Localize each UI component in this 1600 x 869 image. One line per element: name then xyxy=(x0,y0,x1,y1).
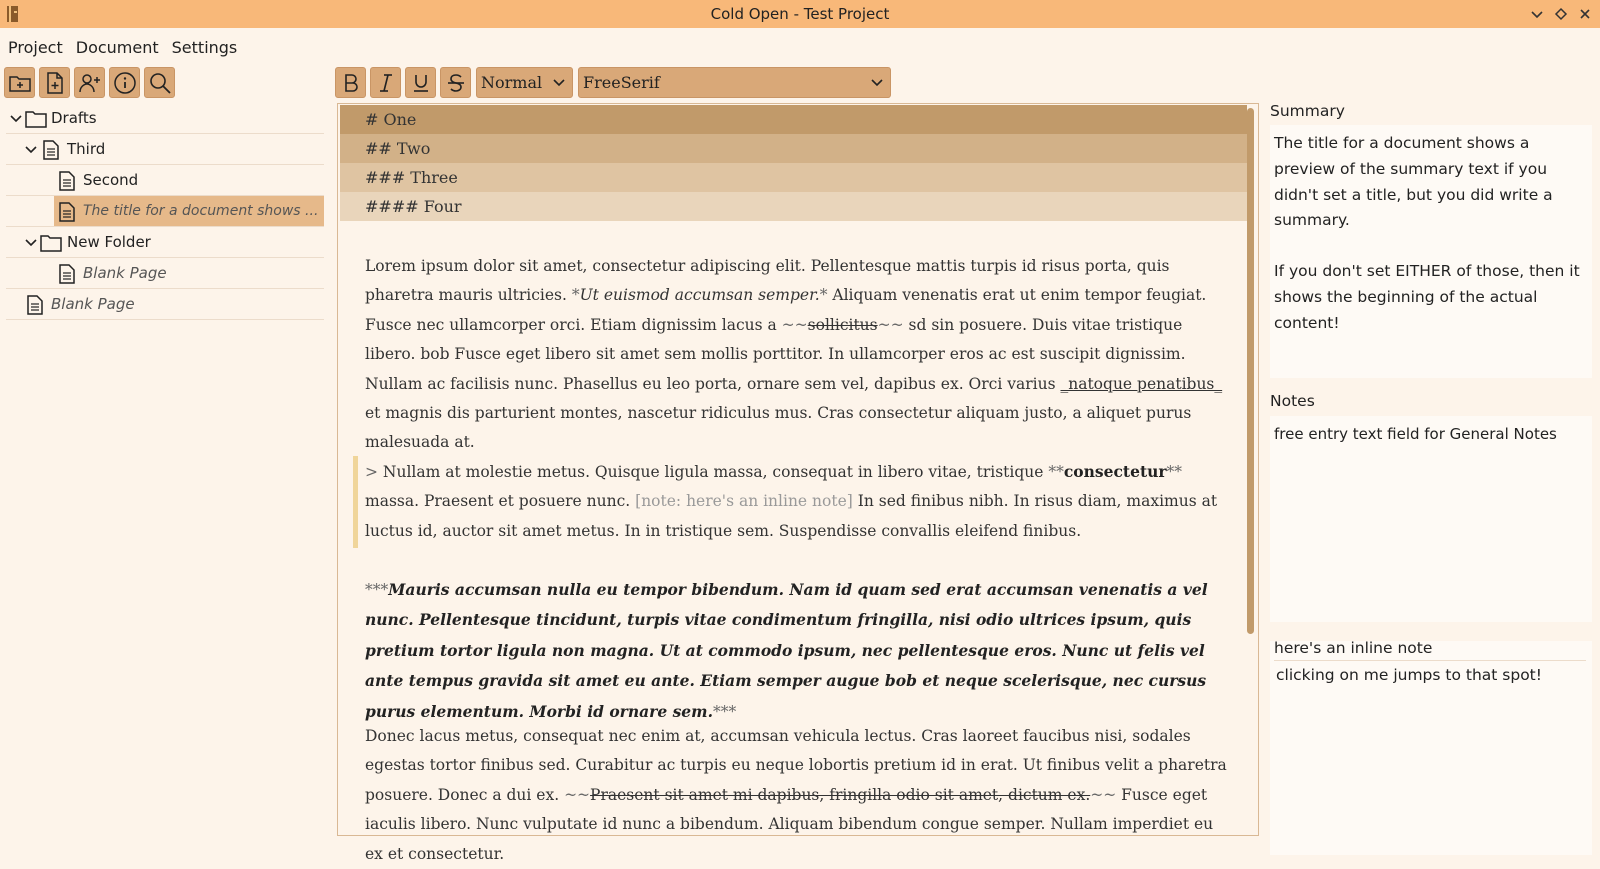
italic-button[interactable] xyxy=(370,67,401,98)
strike-mark: ~~ xyxy=(564,785,591,804)
summary-heading: Summary xyxy=(1270,102,1345,120)
text-span: Fusce eget iaculis libero. Nunc vulputate id nunc a bibendum. Aliquam bibendum congue semper. Nullam imperdiet eu ex et consectetur. xyxy=(365,785,1214,863)
summary-paragraph: The title for a document shows a preview of the summary text if you didn't set a title, but you did write a summary. xyxy=(1274,134,1553,230)
inline-note-item[interactable]: here's an inline note xyxy=(1274,635,1586,661)
document-icon xyxy=(58,202,76,222)
inline-note-item[interactable]: clicking on me jumps to that spot! xyxy=(1276,666,1542,684)
new-document-icon xyxy=(43,71,67,95)
strike-mark: ~~ xyxy=(877,315,904,334)
tree-item-label: Second xyxy=(83,171,139,189)
bold-italic-mark: *** xyxy=(365,581,389,599)
new-document-button[interactable] xyxy=(39,67,70,98)
quote-mark: > xyxy=(365,463,383,481)
search-button[interactable] xyxy=(144,67,175,98)
minimize-icon[interactable] xyxy=(1528,5,1546,23)
bold-icon xyxy=(340,72,362,94)
chevron-down-icon[interactable] xyxy=(23,142,39,158)
summary-paragraph: If you don't set EITHER of those, then it shows the beginning of the actual content! xyxy=(1274,262,1580,332)
tree-item-label: Third xyxy=(67,140,106,158)
text-span: sd sin posuere. Duis vitae tristique libero. bob Fusce eget libero sit amet sem mollis porttitor. In ullamcorper eros ac est suscipit dignissim. Nullam ac facilisis nunc. Phasellus eu leo porta, ornare sem vel, dapibus ex. Orci varius xyxy=(365,315,1186,393)
font-family-select[interactable] xyxy=(578,67,891,98)
text-span: et magnis dis parturient montes, nascetur ridiculus mus. Cras consectetur aliquam justo, a aliquet purus malesuada at. xyxy=(365,404,1192,452)
close-icon[interactable] xyxy=(1576,5,1594,23)
blockquote-bar xyxy=(353,456,358,548)
bold-text: consectetur xyxy=(1063,462,1167,481)
heading-4[interactable]: #### Four xyxy=(340,192,1247,221)
text-span: In sed finibus nibh. In risus diam, maximus at luctus id, auctor sit amet metus. In in tristique sem. Suspendisse convallis eleifend finibus. xyxy=(365,492,1218,540)
chevron-down-icon[interactable] xyxy=(8,111,24,127)
title-bar xyxy=(0,0,1600,28)
chevron-down-icon xyxy=(552,76,566,90)
menu-project[interactable]: Project xyxy=(8,37,63,57)
maximize-icon[interactable] xyxy=(1552,5,1570,23)
text-span: Lorem ipsum dolor sit amet, consectetur adipiscing elit. Pellentesque mattis turpis id risus porta, quis pharetra mauris ultricies. xyxy=(365,257,1170,305)
tree-item-third[interactable] xyxy=(6,134,324,165)
window-controls xyxy=(1528,0,1594,28)
underlined-text: _natoque penatibus_ xyxy=(1060,374,1223,393)
folder-icon xyxy=(25,109,47,129)
window-title: Cold Open - Test Project xyxy=(710,5,890,23)
new-folder-icon xyxy=(8,71,32,95)
heading-3[interactable]: ### Three xyxy=(340,163,1247,192)
tree-item-selected-document[interactable] xyxy=(6,196,324,227)
notes-field[interactable] xyxy=(1270,416,1592,622)
summary-field[interactable] xyxy=(1270,125,1592,378)
font-family-value: FreeSerif xyxy=(583,73,660,92)
chevron-down-icon[interactable] xyxy=(23,235,39,251)
tree-item-label: Blank Page xyxy=(51,295,135,313)
strikethrough-icon xyxy=(445,72,467,94)
paragraph-2-blockquote[interactable] xyxy=(365,457,1235,546)
app-book-icon xyxy=(6,5,20,23)
tree-item-blank-page[interactable] xyxy=(6,258,324,289)
tree-item-label: Blank Page xyxy=(83,264,167,282)
heading-2[interactable]: ## Two xyxy=(340,134,1247,163)
menu-document[interactable]: Document xyxy=(75,37,159,57)
bold-italic-text: Mauris accumsan nulla eu tempor bibendum. Nam id quam sed erat accumsan venenatis a vel nunc. Pellentesque tincidunt, turpis vitae condimentum fringilla, nisi odio ultrices ipsum, quis pretium tortor ligula non magna. Ut at commodo ipsum, nec pellentesque eros. Nunc ut felis vel ante tempus gravida sit amet eu ante. Etiam semper augue bob et neque scelerisque, nec cursus purus elementum. Morbi id ornare sem. xyxy=(365,580,1208,721)
project-tree xyxy=(6,103,324,853)
chevron-down-icon xyxy=(870,76,884,90)
tree-item-second[interactable] xyxy=(6,165,324,196)
text-span: massa. Praesent et posuere nunc. xyxy=(365,492,636,511)
paragraph-style-select[interactable] xyxy=(476,67,573,98)
add-character-icon xyxy=(78,71,102,95)
document-icon xyxy=(42,140,60,160)
menu-bar xyxy=(0,32,237,62)
strikethrough-text: Praesent sit amet mi dapibus, fringilla odio sit amet, dictum ex. xyxy=(590,785,1091,804)
notes-text: free entry text field for General Notes xyxy=(1274,425,1557,443)
strike-mark: ~~ xyxy=(1090,785,1117,804)
bold-button[interactable] xyxy=(335,67,366,98)
add-character-button[interactable] xyxy=(74,67,105,98)
bold-mark: ** xyxy=(1166,463,1183,481)
italic-icon xyxy=(375,72,397,94)
info-button[interactable] xyxy=(109,67,140,98)
paragraph-style-value: Normal xyxy=(481,73,543,92)
bold-mark: ** xyxy=(1048,463,1064,481)
heading-1[interactable]: # One xyxy=(340,105,1247,134)
document-icon xyxy=(58,264,76,284)
document-editor[interactable] xyxy=(337,103,1259,863)
strike-mark: ~~ xyxy=(781,315,808,334)
strikethrough-text: sollicitus xyxy=(807,315,878,334)
search-icon xyxy=(148,71,172,95)
tree-item-new-folder[interactable] xyxy=(6,227,324,258)
underline-button[interactable] xyxy=(405,67,436,98)
paragraph-1[interactable] xyxy=(365,252,1235,458)
tree-item-label: The title for a document shows ... xyxy=(83,203,319,219)
italic-mark: * xyxy=(571,286,580,305)
text-span: Donec lacus metus, consequat nec enim at, accumsan vehicula lectus. Cras laoreet faucibus nisi, sodales egestas tortor finibus sed. Curabitur ac turpis eu neque lobortis pretium id in erat. Ut finibus velit a pharetra posuere. Donec a dui ex. xyxy=(365,727,1227,804)
text-span: Aliquam venenatis erat ut enim tempor feugiat. Fusce nec ullamcorper orci. Etiam dignissim lacus a xyxy=(365,286,1207,334)
inline-notes-list xyxy=(1270,641,1592,855)
tree-item-drafts[interactable] xyxy=(6,103,324,134)
italic-mark: * xyxy=(819,286,828,305)
folder-icon xyxy=(40,233,62,253)
info-icon xyxy=(113,71,137,95)
paragraph-4[interactable] xyxy=(365,722,1235,869)
underline-icon xyxy=(410,72,432,94)
italic-text: Ut euismod accumsan semper. xyxy=(579,286,820,305)
document-icon xyxy=(58,171,76,191)
new-folder-button[interactable] xyxy=(4,67,35,98)
tree-item-label: Drafts xyxy=(51,109,97,127)
tree-item-blank-page[interactable] xyxy=(6,289,324,320)
text-span: Nullam at molestie metus. Quisque ligula massa, consequat in libero vitae, tristique xyxy=(382,463,1049,481)
paragraph-3[interactable] xyxy=(365,575,1235,727)
notes-heading: Notes xyxy=(1270,392,1315,410)
document-icon xyxy=(26,295,44,315)
editor-scrollbar[interactable] xyxy=(1247,108,1254,634)
strikethrough-button[interactable] xyxy=(440,67,471,98)
inline-note[interactable]: [note: here's an inline note] xyxy=(635,492,853,511)
bold-italic-mark: *** xyxy=(712,702,737,721)
tree-item-label: New Folder xyxy=(67,233,151,251)
menu-settings[interactable]: Settings xyxy=(171,37,238,57)
